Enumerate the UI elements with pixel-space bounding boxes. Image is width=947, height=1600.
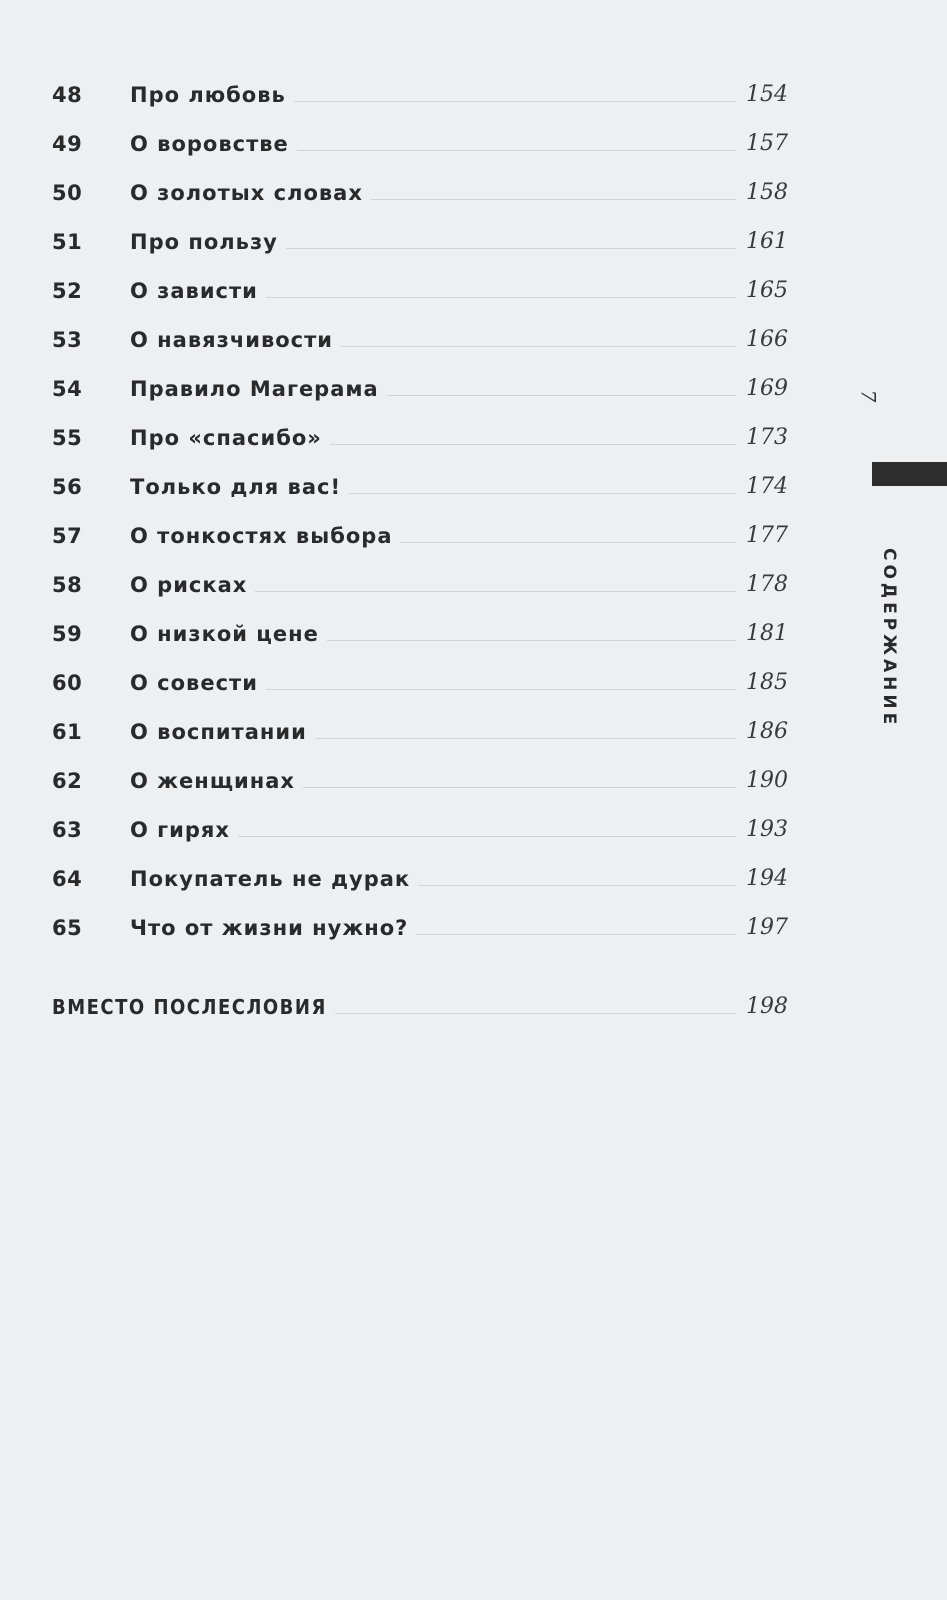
toc-page: 165 xyxy=(746,278,788,303)
toc-number: 63 xyxy=(52,817,83,842)
toc-afterword-row xyxy=(52,982,788,1031)
toc-number: 55 xyxy=(52,425,83,450)
toc-row xyxy=(52,560,788,609)
toc-row xyxy=(52,805,788,854)
toc-title: О воровстве xyxy=(130,132,297,156)
toc-page: 169 xyxy=(746,376,788,401)
toc-leader-line xyxy=(330,444,736,445)
toc-number: 52 xyxy=(52,278,83,303)
toc-page: 193 xyxy=(746,817,788,842)
toc-page: 154 xyxy=(746,82,788,107)
toc-row xyxy=(52,315,788,364)
toc-title: О воспитании xyxy=(130,720,315,744)
toc-row xyxy=(52,854,788,903)
side-section-label: СОДЕРЖАНИЕ xyxy=(879,548,899,729)
toc-page: 178 xyxy=(746,572,788,597)
toc-row xyxy=(52,609,788,658)
toc-number: 54 xyxy=(52,376,83,401)
toc-title: Про любовь xyxy=(130,83,294,107)
toc-row xyxy=(52,364,788,413)
toc-title: Покупатель не дурак xyxy=(130,867,418,891)
toc-leader-line xyxy=(255,591,736,592)
toc-page: 157 xyxy=(746,131,788,156)
side-page-number: 7 xyxy=(856,389,881,403)
toc-page: 177 xyxy=(746,523,788,548)
toc-number: 49 xyxy=(52,131,83,156)
toc-leader-line xyxy=(371,199,736,200)
toc-leader-line xyxy=(303,787,736,788)
toc-afterword-title: ВМЕСТО ПОСЛЕСЛОВИЯ xyxy=(52,995,335,1019)
toc-title: О гирях xyxy=(130,818,238,842)
toc-title: Что от жизни нужно? xyxy=(130,916,416,940)
toc-leader-line xyxy=(286,248,736,249)
table-of-contents xyxy=(52,70,788,952)
toc-number: 56 xyxy=(52,474,83,499)
toc-title: Правило Магерама xyxy=(130,377,387,401)
toc-row xyxy=(52,266,788,315)
toc-leader-line xyxy=(416,934,736,935)
toc-row xyxy=(52,511,788,560)
toc-row xyxy=(52,168,788,217)
toc-leader-line xyxy=(294,101,736,102)
toc-title: О женщинах xyxy=(130,769,303,793)
toc-leader-line xyxy=(418,885,736,886)
toc-leader-line xyxy=(238,836,736,837)
toc-page: 194 xyxy=(746,866,788,891)
toc-page: 174 xyxy=(746,474,788,499)
toc-row xyxy=(52,217,788,266)
toc-row xyxy=(52,413,788,462)
toc-row xyxy=(52,707,788,756)
toc-title: О тонкостях выбора xyxy=(130,524,400,548)
toc-page: 158 xyxy=(746,180,788,205)
toc-row xyxy=(52,462,788,511)
toc-leader-line xyxy=(266,689,736,690)
toc-title: О совести xyxy=(130,671,266,695)
toc-row xyxy=(52,903,788,952)
toc-title: О навязчивости xyxy=(130,328,341,352)
toc-page: 186 xyxy=(746,719,788,744)
side-section-marker xyxy=(872,462,947,486)
toc-leader-line xyxy=(335,1013,736,1014)
toc-page: 166 xyxy=(746,327,788,352)
toc-number: 51 xyxy=(52,229,83,254)
toc-leader-line xyxy=(266,297,736,298)
toc-number: 65 xyxy=(52,915,83,940)
toc-number: 53 xyxy=(52,327,83,352)
toc-leader-line xyxy=(349,493,736,494)
toc-number: 58 xyxy=(52,572,83,597)
toc-number: 59 xyxy=(52,621,83,646)
toc-leader-line xyxy=(387,395,736,396)
toc-title: О зависти xyxy=(130,279,266,303)
toc-number: 57 xyxy=(52,523,83,548)
toc-page: 161 xyxy=(746,229,788,254)
toc-number: 60 xyxy=(52,670,83,695)
toc-title: Про пользу xyxy=(130,230,286,254)
toc-row xyxy=(52,70,788,119)
toc-leader-line xyxy=(400,542,736,543)
toc-title: О рисках xyxy=(130,573,255,597)
toc-leader-line xyxy=(315,738,736,739)
toc-title: Про «спасибо» xyxy=(130,426,330,450)
toc-page: 173 xyxy=(746,425,788,450)
toc-number: 48 xyxy=(52,82,83,107)
toc-number: 62 xyxy=(52,768,83,793)
toc-number: 61 xyxy=(52,719,83,744)
toc-title: О золотых словах xyxy=(130,181,371,205)
toc-leader-line xyxy=(327,640,736,641)
toc-page: 197 xyxy=(746,915,788,940)
toc-afterword-page: 198 xyxy=(746,994,788,1019)
toc-number: 64 xyxy=(52,866,83,891)
toc-page: 190 xyxy=(746,768,788,793)
toc-page: 185 xyxy=(746,670,788,695)
toc-number: 50 xyxy=(52,180,83,205)
toc-title: Только для вас! xyxy=(130,475,349,499)
toc-row xyxy=(52,658,788,707)
toc-page: 181 xyxy=(746,621,788,646)
toc-leader-line xyxy=(341,346,736,347)
toc-title: О низкой цене xyxy=(130,622,327,646)
toc-row xyxy=(52,756,788,805)
toc-leader-line xyxy=(297,150,736,151)
toc-row xyxy=(52,119,788,168)
